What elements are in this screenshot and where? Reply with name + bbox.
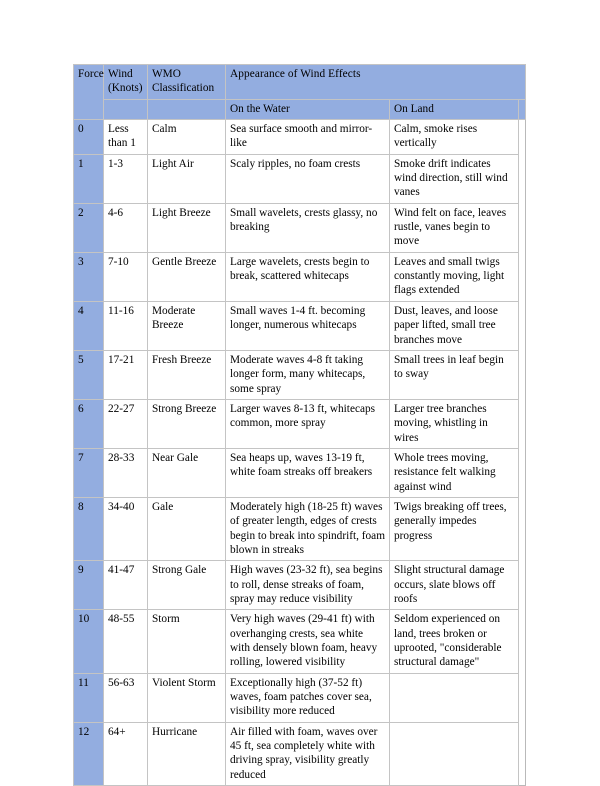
table-row [74,399,526,448]
cell-wind-knots: 17-21 [104,350,148,399]
cell-edge-sliver [519,673,526,722]
cell-edge-sliver [519,399,526,448]
column-header-on-the-water: On the Water [226,99,390,119]
table-row [74,610,526,673]
table-row [74,154,526,203]
column-header-wind-knots-spacer [104,99,148,119]
column-header-wind-knots-line2: (Knots) [108,82,143,95]
cell-edge-sliver [519,350,526,399]
wind-scale-table-container [73,64,525,786]
table-row [74,497,526,560]
cell-wind-knots: 34-40 [104,497,148,560]
column-header-wind-knots [104,65,148,100]
cell-wmo-classification: Strong Breeze [148,399,226,448]
cell-wmo-classification: Gale [148,497,226,560]
column-header-on-land: On Land [390,99,519,119]
cell-edge-sliver [519,448,526,497]
cell-force: 7 [74,448,104,497]
cell-force: 2 [74,203,104,252]
cell-force: 5 [74,350,104,399]
table-row [74,203,526,252]
column-header-wmo-line1: WMO [152,68,181,80]
table-body [74,120,526,786]
cell-on-land: Wind felt on face, leaves rustle, vanes begin to move [390,203,519,252]
cell-on-land: Smoke drift indicates wind direction, still wind vanes [390,154,519,203]
cell-force: 0 [74,120,104,155]
header-row-top [74,65,526,100]
cell-on-the-water: Larger waves 8-13 ft, whitecaps common, more spray [226,399,390,448]
table-row [74,722,526,785]
cell-wind-knots: 4-6 [104,203,148,252]
cell-on-land: Seldom experienced on land, trees broken or uprooted, "considerable structural damage" [390,610,519,673]
cell-on-the-water: Small wavelets, crests glassy, no breaking [226,203,390,252]
cell-edge-sliver [519,154,526,203]
cell-wmo-classification: Light Breeze [148,203,226,252]
header-row-bottom [74,99,526,119]
cell-force: 6 [74,399,104,448]
cell-on-the-water: Large wavelets, crests begin to break, scattered whitecaps [226,252,390,301]
cell-edge-sliver [519,561,526,610]
cell-force: 10 [74,610,104,673]
cell-force: 11 [74,673,104,722]
cell-wmo-classification: Storm [148,610,226,673]
table-row [74,448,526,497]
cell-wind-knots: 41-47 [104,561,148,610]
cell-wind-knots: 7-10 [104,252,148,301]
cell-on-the-water: Small waves 1-4 ft. becoming longer, numerous whitecaps [226,301,390,350]
cell-force: 1 [74,154,104,203]
cell-wmo-classification: Gentle Breeze [148,252,226,301]
table-row [74,120,526,155]
cell-on-land: Leaves and small twigs constantly moving, light flags extended [390,252,519,301]
cell-edge-sliver [519,301,526,350]
cell-edge-sliver [519,497,526,560]
table-row [74,301,526,350]
cell-wind-knots: 64+ [104,722,148,785]
table-row [74,350,526,399]
table-row [74,561,526,610]
cell-wmo-classification: Violent Storm [148,673,226,722]
cell-wind-knots: 1-3 [104,154,148,203]
cell-on-the-water: Sea surface smooth and mirror-like [226,120,390,155]
table-row [74,673,526,722]
cell-wind-knots: 22-27 [104,399,148,448]
table-header [74,65,526,120]
cell-wmo-classification: Hurricane [148,722,226,785]
cell-edge-sliver [519,722,526,785]
column-header-wmo-classification [148,65,226,100]
beaufort-wind-scale-table [73,64,526,786]
cell-on-land: Larger tree branches moving, whistling in wires [390,399,519,448]
cell-edge-sliver [519,610,526,673]
cell-wmo-classification: Light Air [148,154,226,203]
column-header-wmo-spacer [148,99,226,119]
cell-on-the-water: Exceptionally high (37-52 ft) waves, foam patches cover sea, visibility more reduced [226,673,390,722]
cell-force: 12 [74,722,104,785]
cell-wmo-classification: Strong Gale [148,561,226,610]
cell-on-the-water: Scaly ripples, no foam crests [226,154,390,203]
cell-force: 3 [74,252,104,301]
cell-on-the-water: High waves (23-32 ft), sea begins to roll, dense streaks of foam, spray may reduce visibility [226,561,390,610]
column-header-appearance-of-wind-effects: Appearance of Wind Effects [226,65,526,100]
cell-on-land: Small trees in leaf begin to sway [390,350,519,399]
cell-wmo-classification: Calm [148,120,226,155]
cell-edge-sliver [519,120,526,155]
cell-on-land: Whole trees moving, resistance felt walking against wind [390,448,519,497]
cell-wind-knots: 56-63 [104,673,148,722]
cell-wmo-classification: Moderate Breeze [148,301,226,350]
cell-wind-knots: 11-16 [104,301,148,350]
cell-on-the-water: Moderately high (18-25 ft) waves of greater length, edges of crests begin to break into spindrift, foam blown in streaks [226,497,390,560]
cell-on-the-water: Air filled with foam, waves over 45 ft, sea completely white with driving spray, visibility greatly reduced [226,722,390,785]
cell-wmo-classification: Fresh Breeze [148,350,226,399]
cell-edge-sliver [519,252,526,301]
cell-wmo-classification: Near Gale [148,448,226,497]
column-header-wmo-line2: Classification [152,82,215,95]
cell-on-land [390,673,519,722]
cell-wind-knots: Less than 1 [104,120,148,155]
cell-on-the-water: Very high waves (29-41 ft) with overhanging crests, sea white with densely blown foam, heavy rolling, lowered visibility [226,610,390,673]
cell-on-the-water: Sea heaps up, waves 13-19 ft, white foam streaks off breakers [226,448,390,497]
cell-on-land [390,722,519,785]
column-header-force: Force [74,65,104,120]
cell-on-land: Calm, smoke rises vertically [390,120,519,155]
table-row [74,252,526,301]
cell-force: 9 [74,561,104,610]
cell-force: 8 [74,497,104,560]
cell-edge-sliver [519,203,526,252]
column-header-edge-sliver [519,99,526,119]
cell-wind-knots: 28-33 [104,448,148,497]
cell-on-land: Dust, leaves, and loose paper lifted, small tree branches move [390,301,519,350]
cell-on-land: Slight structural damage occurs, slate blows off roofs [390,561,519,610]
cell-on-the-water: Moderate waves 4-8 ft taking longer form, many whitecaps, some spray [226,350,390,399]
column-header-wind-knots-line1: Wind [108,68,133,80]
cell-force: 4 [74,301,104,350]
cell-wind-knots: 48-55 [104,610,148,673]
cell-on-land: Twigs breaking off trees, generally impedes progress [390,497,519,560]
